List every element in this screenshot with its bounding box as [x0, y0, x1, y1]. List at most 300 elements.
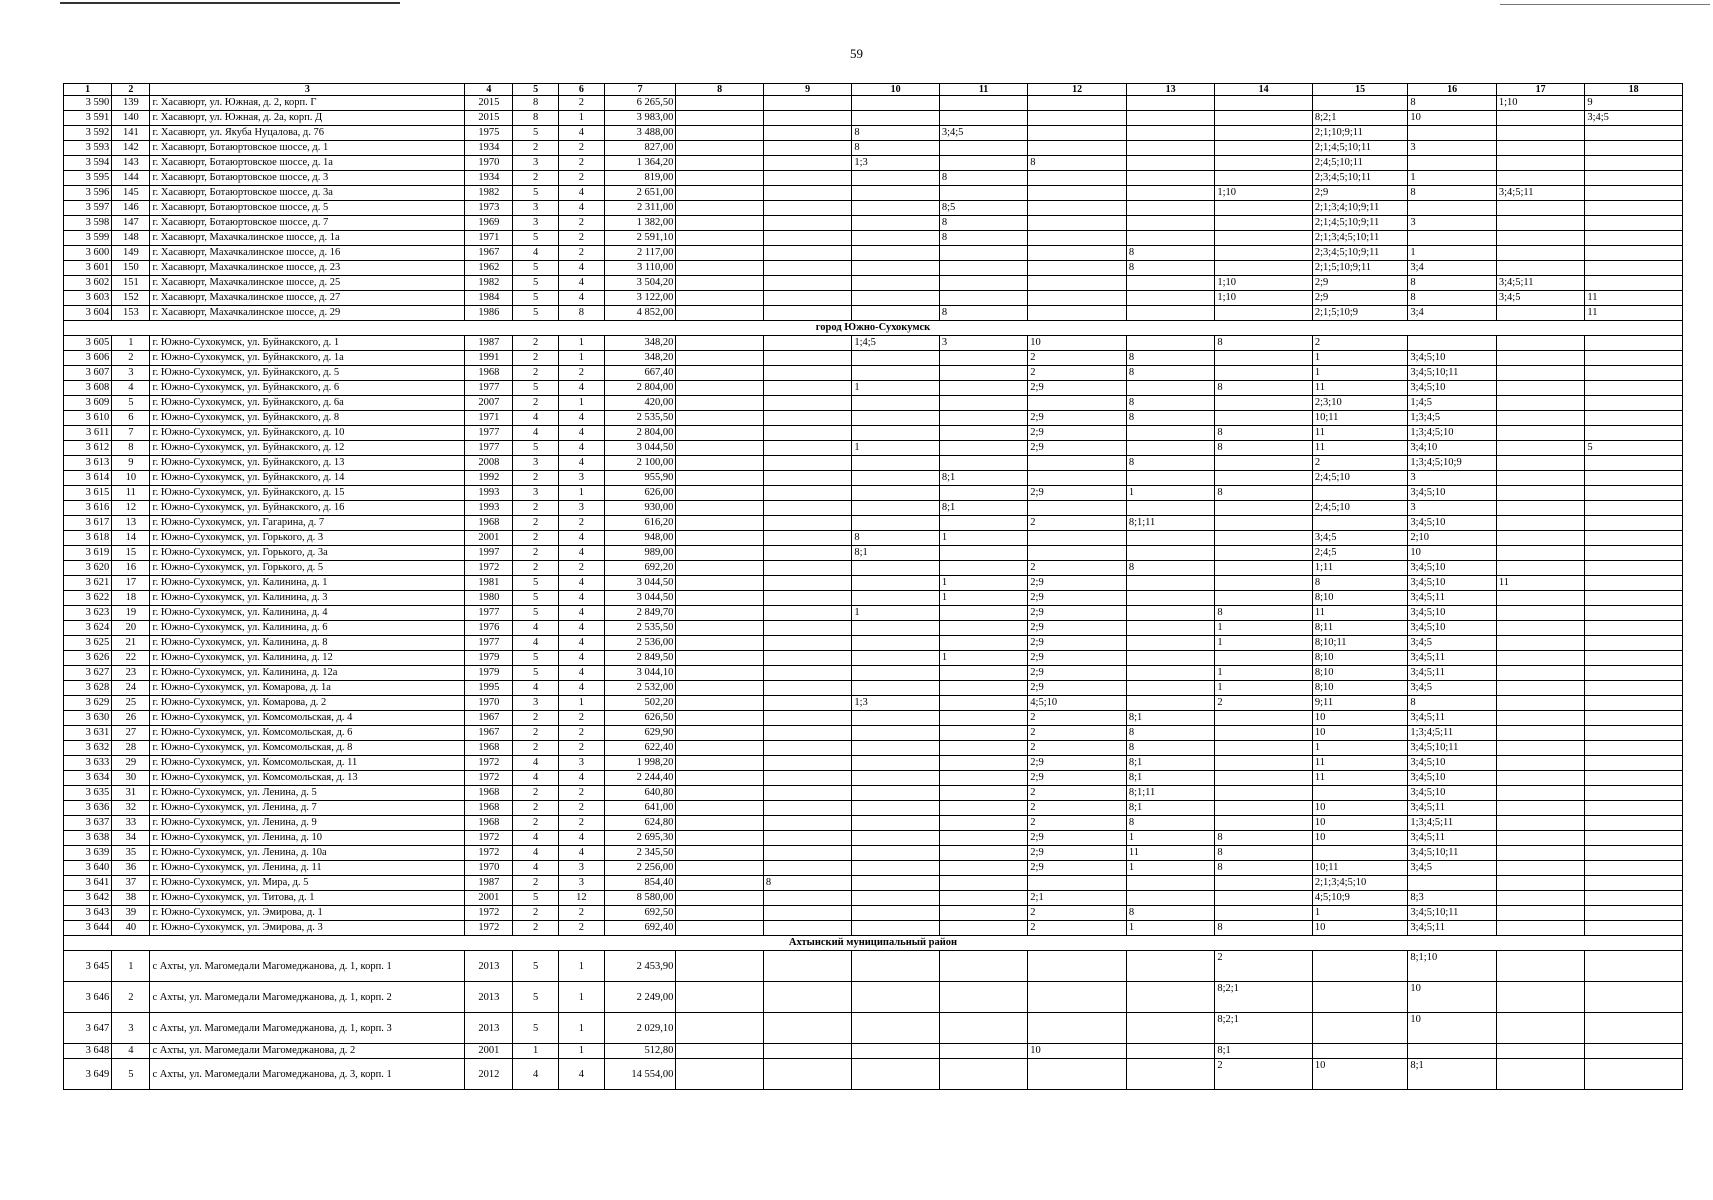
table-cell — [763, 216, 851, 231]
table-cell: 2 — [513, 531, 558, 546]
table-cell — [763, 681, 851, 696]
table-row — [64, 456, 1683, 471]
table-cell: 2;9 — [1312, 186, 1408, 201]
table-cell — [939, 111, 1027, 126]
table-cell: 1;3;4;5;11 — [1408, 726, 1496, 741]
section-row — [64, 936, 1683, 951]
table-cell: 2 — [513, 501, 558, 516]
table-cell — [676, 561, 763, 576]
table-cell: 819,00 — [604, 171, 675, 186]
table-cell — [1126, 231, 1214, 246]
table-cell: 10 — [1312, 831, 1408, 846]
table-cell: 4 — [513, 636, 558, 651]
table-cell — [1215, 471, 1313, 486]
table-cell — [852, 366, 939, 381]
table-cell — [763, 516, 851, 531]
table-cell: 8 — [852, 141, 939, 156]
table-cell — [1126, 501, 1214, 516]
table-cell: 3 647 — [64, 1013, 112, 1044]
table-cell — [1028, 96, 1127, 111]
table-cell: г. Хасавюрт, ул. Якуба Нуцалова, д. 76 — [150, 126, 465, 141]
table-cell: 3 599 — [64, 231, 112, 246]
table-cell: 2 244,40 — [604, 771, 675, 786]
table-cell — [1496, 246, 1584, 261]
table-cell — [1028, 291, 1127, 306]
table-cell: 3 632 — [64, 741, 112, 756]
table-row — [64, 216, 1683, 231]
table-cell: г. Южно-Сухокумск, ул. Буйнакского, д. 1а — [150, 351, 465, 366]
table-cell: 147 — [112, 216, 150, 231]
table-cell: 3 624 — [64, 621, 112, 636]
table-cell: 3;4;5;11 — [1408, 591, 1496, 606]
table-cell — [1496, 201, 1584, 216]
table-cell — [1215, 411, 1313, 426]
table-row — [64, 861, 1683, 876]
table-cell — [1496, 306, 1584, 321]
table-cell: 1977 — [465, 606, 513, 621]
table-cell — [1126, 891, 1214, 906]
table-cell — [676, 306, 763, 321]
table-cell: 2;9 — [1028, 576, 1127, 591]
page-number: 59 — [850, 46, 863, 61]
table-cell: 16 — [112, 561, 150, 576]
table-cell: 2;4;5;10 — [1312, 471, 1408, 486]
table-cell: г. Хасавюрт, Ботаюртовское шоссе, д. 7 — [150, 216, 465, 231]
table-cell — [1126, 591, 1214, 606]
table-cell — [1215, 396, 1313, 411]
table-cell: 10 — [1312, 921, 1408, 936]
table-cell: 8;2;1 — [1215, 1013, 1313, 1044]
table-cell: 10 — [1408, 982, 1496, 1013]
table-cell: 2;9 — [1028, 651, 1127, 666]
table-cell — [1585, 651, 1683, 666]
table-cell: 827,00 — [604, 141, 675, 156]
table-cell: 4 — [513, 756, 558, 771]
table-cell: 3 626 — [64, 651, 112, 666]
table-cell — [939, 486, 1027, 501]
table-cell — [852, 741, 939, 756]
table-cell — [852, 501, 939, 516]
table-cell — [1585, 921, 1683, 936]
table-cell: 1 — [1312, 351, 1408, 366]
table-cell: 8 — [1215, 861, 1313, 876]
table-cell — [763, 261, 851, 276]
table-cell: г. Южно-Сухокумск, ул. Калинина, д. 12 — [150, 651, 465, 666]
table-cell: 10 — [1408, 111, 1496, 126]
table-cell — [1496, 411, 1584, 426]
table-cell: 1934 — [465, 141, 513, 156]
table-cell: 2 — [558, 741, 604, 756]
table-cell — [1215, 741, 1313, 756]
table-cell — [852, 171, 939, 186]
table-cell: 4 — [513, 831, 558, 846]
table-cell: 2 — [558, 921, 604, 936]
table-cell — [1585, 171, 1683, 186]
table-cell — [1585, 276, 1683, 291]
table-cell — [763, 696, 851, 711]
table-cell — [1126, 306, 1214, 321]
table-cell — [852, 561, 939, 576]
table-cell — [1585, 561, 1683, 576]
table-cell — [1585, 906, 1683, 921]
table-cell — [1215, 786, 1313, 801]
table-cell: 8 — [1126, 246, 1214, 261]
table-cell: 1 — [1215, 681, 1313, 696]
table-cell — [1028, 1013, 1127, 1044]
table-cell — [1408, 336, 1496, 351]
table-cell — [1585, 531, 1683, 546]
table-cell: 2 — [558, 816, 604, 831]
column-header: 4 — [465, 84, 513, 96]
table-cell: 2 100,00 — [604, 456, 675, 471]
table-cell: 1968 — [465, 366, 513, 381]
table-cell: 2 — [513, 171, 558, 186]
table-row — [64, 201, 1683, 216]
table-cell: 8 — [852, 126, 939, 141]
table-cell: 5 — [513, 231, 558, 246]
table-cell — [852, 831, 939, 846]
table-cell — [852, 681, 939, 696]
table-cell — [676, 576, 763, 591]
table-cell — [1496, 1044, 1584, 1059]
table-cell: г. Южно-Сухокумск, ул. Горького, д. 3а — [150, 546, 465, 561]
table-cell: 1 — [558, 336, 604, 351]
table-cell: 2;9 — [1028, 666, 1127, 681]
table-cell: 3 614 — [64, 471, 112, 486]
table-cell — [1215, 801, 1313, 816]
table-row — [64, 276, 1683, 291]
table-cell: 8;1 — [1126, 771, 1214, 786]
table-cell: 3 983,00 — [604, 111, 675, 126]
table-cell: 1984 — [465, 291, 513, 306]
table-cell: 3 643 — [64, 906, 112, 921]
table-cell — [763, 831, 851, 846]
table-cell: г. Южно-Сухокумск, ул. Горького, д. 3 — [150, 531, 465, 546]
table-cell — [676, 741, 763, 756]
table-cell: 2008 — [465, 456, 513, 471]
table-cell: 2013 — [465, 1013, 513, 1044]
table-cell: 11 — [1312, 606, 1408, 621]
table-cell: 2 — [513, 816, 558, 831]
table-cell: 8 — [1126, 396, 1214, 411]
table-cell — [939, 381, 1027, 396]
table-cell: 1;4;5 — [852, 336, 939, 351]
table-cell: 8 — [1215, 846, 1313, 861]
table-cell: 2 — [1028, 726, 1127, 741]
table-cell — [676, 1044, 763, 1059]
table-cell — [852, 621, 939, 636]
table-cell — [939, 606, 1027, 621]
table-cell — [676, 516, 763, 531]
table-cell — [939, 666, 1027, 681]
table-cell: 8;1 — [1215, 1044, 1313, 1059]
table-cell — [1585, 816, 1683, 831]
table-cell: 8 — [1408, 96, 1496, 111]
table-cell: 5 — [513, 666, 558, 681]
table-cell — [939, 696, 1027, 711]
table-cell: 8;10 — [1312, 681, 1408, 696]
table-cell — [939, 681, 1027, 696]
table-cell — [763, 546, 851, 561]
table-cell — [852, 111, 939, 126]
table-row — [64, 291, 1683, 306]
table-cell: 153 — [112, 306, 150, 321]
table-cell: 2 — [1028, 366, 1127, 381]
table-cell: 4 — [558, 636, 604, 651]
table-cell — [1126, 141, 1214, 156]
table-cell: 8 — [763, 876, 851, 891]
table-cell: г. Южно-Сухокумск, ул. Ленина, д. 11 — [150, 861, 465, 876]
table-row — [64, 982, 1683, 1013]
table-cell: 33 — [112, 816, 150, 831]
table-cell: г. Южно-Сухокумск, ул. Гагарина, д. 7 — [150, 516, 465, 531]
table-cell: 2;1;5;10;9 — [1312, 306, 1408, 321]
table-cell: г. Южно-Сухокумск, ул. Калинина, д. 3 — [150, 591, 465, 606]
table-cell — [1496, 486, 1584, 501]
table-cell: 1972 — [465, 771, 513, 786]
table-cell: 4 — [558, 546, 604, 561]
table-cell — [1126, 441, 1214, 456]
table-cell — [1585, 546, 1683, 561]
table-cell — [1028, 951, 1127, 982]
table-cell: 1;11 — [1312, 561, 1408, 576]
table-cell: 2 — [513, 546, 558, 561]
table-cell: 3 594 — [64, 156, 112, 171]
table-cell — [852, 291, 939, 306]
scan-edge-line-right — [1500, 4, 1710, 5]
table-cell: 1993 — [465, 486, 513, 501]
table-cell — [852, 711, 939, 726]
table-cell — [1496, 366, 1584, 381]
table-cell: 1 — [852, 381, 939, 396]
table-cell: 4;5;10;9 — [1312, 891, 1408, 906]
table-cell — [939, 636, 1027, 651]
table-cell — [1215, 366, 1313, 381]
table-cell — [1585, 141, 1683, 156]
table-cell: 143 — [112, 156, 150, 171]
table-cell — [852, 471, 939, 486]
table-cell: 3 044,50 — [604, 576, 675, 591]
table-cell — [676, 982, 763, 1013]
table-cell — [852, 786, 939, 801]
table-cell: 8;5 — [939, 201, 1027, 216]
table-cell: 2001 — [465, 1044, 513, 1059]
table-row — [64, 306, 1683, 321]
table-cell — [1496, 1059, 1584, 1090]
table-cell: 146 — [112, 201, 150, 216]
table-cell — [676, 951, 763, 982]
table-cell: 3 621 — [64, 576, 112, 591]
table-cell: 2;4;5;10 — [1312, 501, 1408, 516]
table-cell: 2 — [513, 471, 558, 486]
table-cell: 2;9 — [1028, 756, 1127, 771]
table-cell — [676, 816, 763, 831]
table-cell: 3 609 — [64, 396, 112, 411]
table-cell: 13 — [112, 516, 150, 531]
table-cell — [1585, 982, 1683, 1013]
table-cell — [1126, 606, 1214, 621]
table-cell: 3 606 — [64, 351, 112, 366]
table-cell: 4 — [558, 651, 604, 666]
table-cell: г. Южно-Сухокумск, ул. Калинина, д. 1 — [150, 576, 465, 591]
table-cell — [852, 1059, 939, 1090]
table-cell: 3 619 — [64, 546, 112, 561]
table-cell — [763, 336, 851, 351]
table-cell: 4 — [513, 681, 558, 696]
table-cell — [1585, 246, 1683, 261]
table-cell: 3;4;5;10 — [1408, 576, 1496, 591]
table-cell — [1126, 636, 1214, 651]
table-cell — [1215, 591, 1313, 606]
table-cell: 8 — [112, 441, 150, 456]
table-cell: 8 — [1312, 576, 1408, 591]
table-cell — [939, 1013, 1027, 1044]
table-cell — [763, 486, 851, 501]
table-cell — [852, 276, 939, 291]
table-cell — [1585, 606, 1683, 621]
table-cell: 5 — [513, 276, 558, 291]
table-cell: 4 — [558, 426, 604, 441]
table-cell: 2 — [1028, 816, 1127, 831]
table-cell: 1 — [939, 651, 1027, 666]
table-cell: 2 — [558, 561, 604, 576]
table-cell — [852, 982, 939, 1013]
table-cell: 8 — [1126, 261, 1214, 276]
table-cell — [676, 801, 763, 816]
table-cell — [1312, 982, 1408, 1013]
table-cell — [676, 711, 763, 726]
table-cell: 3;4;5;11 — [1408, 651, 1496, 666]
table-cell — [763, 576, 851, 591]
table-cell: 2;10 — [1408, 531, 1496, 546]
table-cell: 1 — [112, 336, 150, 351]
table-cell: 8 — [1408, 186, 1496, 201]
table-cell: 3;4;5;10;11 — [1408, 741, 1496, 756]
table-cell: 1995 — [465, 681, 513, 696]
table-cell: 3 — [558, 861, 604, 876]
table-cell: 626,50 — [604, 711, 675, 726]
table-cell — [1215, 171, 1313, 186]
column-header: 6 — [558, 84, 604, 96]
table-cell: 2 — [1028, 351, 1127, 366]
table-cell: 2012 — [465, 1059, 513, 1090]
table-cell: г. Южно-Сухокумск, ул. Буйнакского, д. 6 — [150, 381, 465, 396]
table-cell — [1028, 531, 1127, 546]
table-cell: 2 804,00 — [604, 381, 675, 396]
table-cell — [1496, 861, 1584, 876]
table-cell — [1126, 951, 1214, 982]
table-cell: 39 — [112, 906, 150, 921]
table-cell: 17 — [112, 576, 150, 591]
table-cell — [852, 591, 939, 606]
table-cell — [676, 756, 763, 771]
table-cell — [939, 741, 1027, 756]
table-cell — [1585, 201, 1683, 216]
table-cell — [1496, 831, 1584, 846]
table-cell — [1028, 111, 1127, 126]
table-cell — [1126, 216, 1214, 231]
table-cell: 348,20 — [604, 351, 675, 366]
table-cell — [676, 426, 763, 441]
table-cell: 8;2;1 — [1215, 982, 1313, 1013]
table-cell: г. Хасавюрт, Махачкалинское шоссе, д. 1а — [150, 231, 465, 246]
table-cell: 1976 — [465, 621, 513, 636]
table-cell — [1215, 261, 1313, 276]
table-cell — [1215, 906, 1313, 921]
table-cell: 1968 — [465, 816, 513, 831]
table-cell — [1215, 216, 1313, 231]
table-cell: 3 122,00 — [604, 291, 675, 306]
table-cell: 3 591 — [64, 111, 112, 126]
table-cell — [763, 921, 851, 936]
table-cell: 3 — [558, 471, 604, 486]
table-cell — [939, 351, 1027, 366]
table-cell: 2 — [558, 216, 604, 231]
table-cell: 1 — [558, 111, 604, 126]
table-cell — [1028, 982, 1127, 1013]
table-cell: г. Южно-Сухокумск, ул. Эмирова, д. 3 — [150, 921, 465, 936]
table-cell — [763, 246, 851, 261]
table-cell: 3;4;5;11 — [1408, 831, 1496, 846]
table-cell: 2 651,00 — [604, 186, 675, 201]
table-cell: 2 — [513, 561, 558, 576]
table-cell — [1126, 576, 1214, 591]
table-cell: 2 — [513, 786, 558, 801]
table-cell — [852, 846, 939, 861]
table-cell: 10 — [1028, 1044, 1127, 1059]
table-cell: 8 — [1126, 741, 1214, 756]
table-cell — [852, 231, 939, 246]
table-cell: 3;4;5;10 — [1408, 756, 1496, 771]
table-cell: 2;1;3;4;5;10 — [1312, 876, 1408, 891]
table-cell: 2;9 — [1028, 681, 1127, 696]
table-cell: 8 — [1028, 156, 1127, 171]
table-cell — [676, 891, 763, 906]
table-cell — [939, 786, 1027, 801]
table-cell — [1312, 1013, 1408, 1044]
table-cell: 4 — [558, 411, 604, 426]
table-cell: 2;9 — [1028, 771, 1127, 786]
table-cell: 1;3 — [852, 696, 939, 711]
section-title: город Южно-Сухокумск — [64, 321, 1683, 336]
table-cell: г. Южно-Сухокумск, ул. Комсомольская, д. 4 — [150, 711, 465, 726]
table-cell — [852, 186, 939, 201]
table-cell — [852, 726, 939, 741]
table-cell: 1982 — [465, 276, 513, 291]
table-cell: г. Южно-Сухокумск, ул. Буйнакского, д. 12 — [150, 441, 465, 456]
table-cell — [1028, 471, 1127, 486]
table-cell: 2 — [1028, 786, 1127, 801]
table-cell: 1977 — [465, 441, 513, 456]
table-cell: 2;9 — [1028, 486, 1127, 501]
table-cell — [1126, 546, 1214, 561]
table-cell — [676, 531, 763, 546]
table-cell: 3 595 — [64, 171, 112, 186]
table-row — [64, 261, 1683, 276]
table-cell: 3 615 — [64, 486, 112, 501]
table-cell: г. Хасавюрт, Ботаюртовское шоссе, д. 1а — [150, 156, 465, 171]
table-cell — [1496, 741, 1584, 756]
table-cell: 1 — [852, 441, 939, 456]
table-cell: 10 — [1312, 726, 1408, 741]
table-cell — [1028, 396, 1127, 411]
table-cell: 3;4;5;11 — [1496, 276, 1584, 291]
table-cell: с Ахты, ул. Магомедали Магомеджанова, д. 1, корп. 3 — [150, 1013, 465, 1044]
table-cell — [1496, 471, 1584, 486]
table-cell — [1028, 141, 1127, 156]
table-cell — [852, 216, 939, 231]
table-cell — [1126, 696, 1214, 711]
